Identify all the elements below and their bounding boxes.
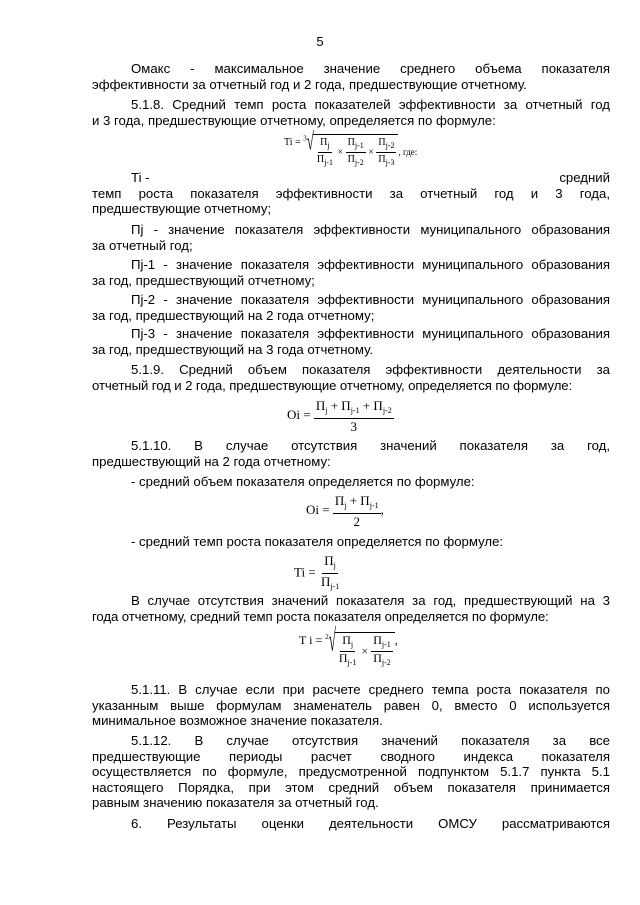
- formula-ti-3years: Ti = $^3$√ $\frac{П_j}{П_{j-1}}$ × $\frac{П_{j-1}}{П_{j-2}}$ × $\frac{П_{j-2}}{П_{j-3}}$ , где:: [284, 126, 418, 167]
- paragraph-ti-definition: Ti - средний темп роста показателя эффективности за отчетный год и 3 года, предшествующие отчетному;: [92, 170, 610, 216]
- paragraph-5-1-11: 5.1.11. В случае если при расчете среднего темпа роста показателя по указанным выше формулам знаменатель равен 0, вместо 0 используется минимальное возможное значение показателя.: [92, 682, 610, 728]
- paragraph-avg-volume: - средний объем показателя определяется по формуле:: [131, 474, 475, 489]
- paragraph-6: 6. Результаты оценки деятельности ОМСУ рассматриваются: [131, 816, 610, 831]
- paragraph-pj2: Пj-2 - значение показателя эффективности муниципального образования за год, предшествующий на 2 года отчетному;: [92, 292, 610, 323]
- formula-ti-simple: Ti = $\frac{П_j}{П_{j-1}}$: [294, 553, 340, 591]
- formula-oi-3: Oi = $\frac{П_j + П_{j-1} + П_{j-2}}{3}$: [287, 398, 392, 434]
- paragraph-avg-rate: - средний темп роста показателя определяется по формуле:: [131, 534, 504, 549]
- paragraph-pj3: Пj-3 - значение показателя эффективности муниципального образования за год, предшествующий на 3 года отчетному.: [92, 326, 610, 357]
- paragraph-5-1-8: 5.1.8. Средний темп роста показателей эффективности за отчетный год и 3 года, предшествующие отчетному, определяется по формуле:: [92, 97, 610, 128]
- formula-oi-2: Oi = $\frac{П_j + П_{j-1}}{2}$ ,: [306, 493, 384, 529]
- paragraph-case-3: В случае отсутствия значений показателя за год, предшествующий на 3 года отчетному, средний темп роста показателя определяется по формуле:: [92, 593, 610, 624]
- page-number: 5: [316, 34, 324, 49]
- paragraph-pj: Пj - значение показателя эффективности муниципального образования за отчетный год;: [92, 222, 610, 253]
- paragraph-5-1-9: 5.1.9. Средний объем показателя эффективности деятельности за отчетный год и 2 года, предшествующие отчетному, определяется по формуле:: [92, 362, 610, 393]
- paragraph-5-1-12: 5.1.12. В случае отсутствия значений показателя за все предшествующие периоды расчет сводного индекса показателя осуществляется по формуле, предусмотренной подпунктом 5.1.7 пункта 5.1 настоящего Порядка, при этом средний объем показателя принимается равным значению показателя за отчетный год.: [92, 733, 610, 810]
- formula-ti-2years: T i = $^2$√ $\frac{П_j}{П_{j-1}}$ × $\frac{П_{j-1}}{П_{j-2}}$ ,: [299, 621, 398, 667]
- paragraph-omax: Омакс - максимальное значение среднего объема показателя эффективности за отчетный год и 2 года, предшествующие отчетному.: [92, 61, 610, 92]
- paragraph-pj1: Пj-1 - значение показателя эффективности муниципального образования за год, предшествующий отчетному;: [92, 257, 610, 288]
- paragraph-5-1-10: 5.1.10. В случае отсутствия значений показателя за год, предшествующий на 2 года отчетному:: [92, 438, 610, 469]
